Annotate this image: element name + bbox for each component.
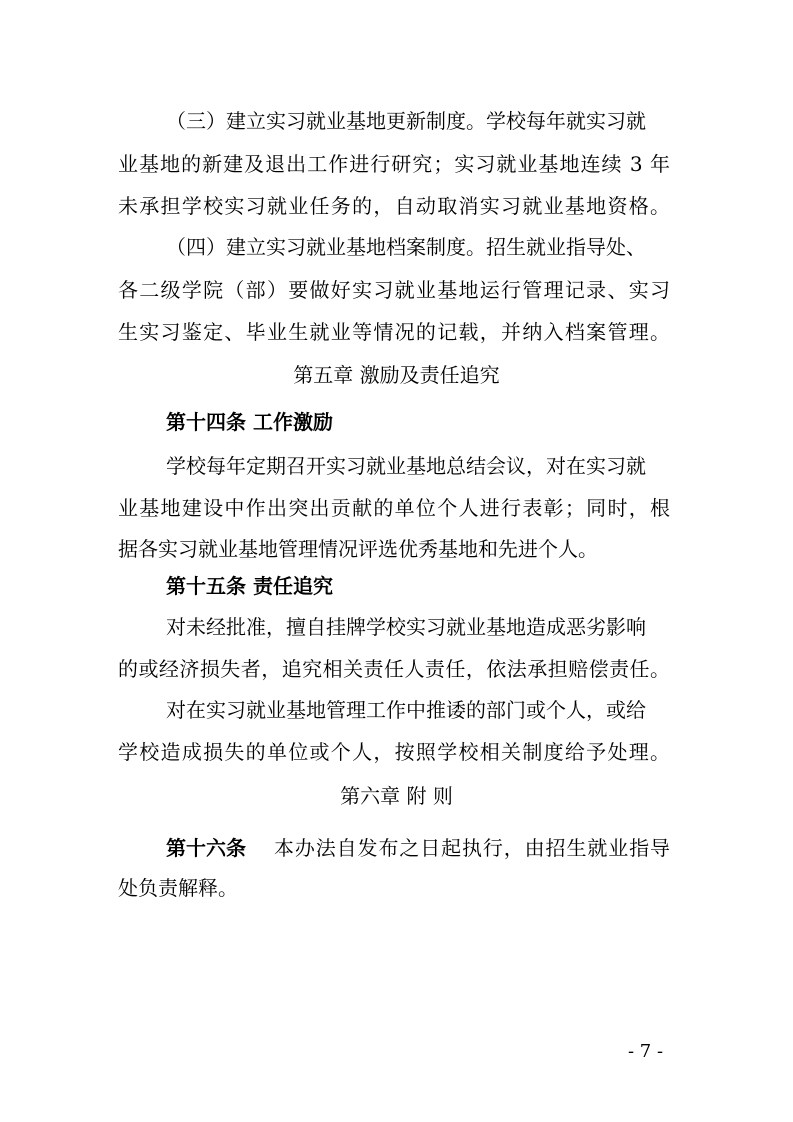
para3-line-1: （三）建立实习就业基地更新制度。学校每年就实习就 bbox=[166, 109, 646, 133]
article-15-p2-line-1: 对在实习就业基地管理工作中推诿的部门或个人，或给 bbox=[166, 698, 646, 722]
para3-line-2: 业基地的新建及退出工作进行研究；实习就业基地连续 3 年 bbox=[118, 152, 670, 176]
article-15-p1-line-2: 的或经济损失者，追究相关责任人责任，依法承担赔偿责任。 bbox=[118, 657, 670, 681]
article-14-line-3: 据各实习就业基地管理情况评选优秀基地和先进个人。 bbox=[118, 537, 598, 561]
para4-line-2: 各二级学院（部）要做好实习就业基地运行管理记录、实习 bbox=[118, 278, 670, 302]
page-number: - 7 - bbox=[628, 1041, 664, 1062]
article-14-line-2: 业基地建设中作出突出贡献的单位个人进行表彰；同时，根 bbox=[118, 496, 670, 520]
article-15-p1-line-1: 对未经批准，擅自挂牌学校实习就业基地造成恶劣影响 bbox=[166, 615, 646, 639]
article-14-line-1: 学校每年定期召开实习就业基地总结会议，对在实习就 bbox=[166, 454, 646, 478]
article-15-p2-line-2: 学校造成损失的单位或个人，按照学校相关制度给予处理。 bbox=[118, 740, 670, 764]
article-15-title: 第十五条 责任追究 bbox=[166, 574, 333, 598]
para3-line-3: 未承担学校实习就业任务的，自动取消实习就业基地资格。 bbox=[118, 194, 670, 218]
article-16-line-2: 处负责解释。 bbox=[118, 876, 238, 900]
para4-line-1: （四）建立实习就业基地档案制度。招生就业指导处、 bbox=[166, 235, 646, 259]
para4-line-3: 生实习鉴定、毕业生就业等情况的记载，并纳入档案管理。 bbox=[118, 320, 670, 344]
chapter-6-heading: 第六章 附 则 bbox=[340, 784, 453, 808]
article-16-text: 本办法自发布之日起执行，由招生就业指导 bbox=[274, 836, 670, 860]
article-16-label: 第十六条 bbox=[166, 836, 246, 860]
article-14-title: 第十四条 工作激励 bbox=[166, 410, 333, 434]
article-16-line-1 bbox=[166, 834, 670, 862]
chapter-5-heading: 第五章 激励及责任追究 bbox=[293, 363, 500, 387]
